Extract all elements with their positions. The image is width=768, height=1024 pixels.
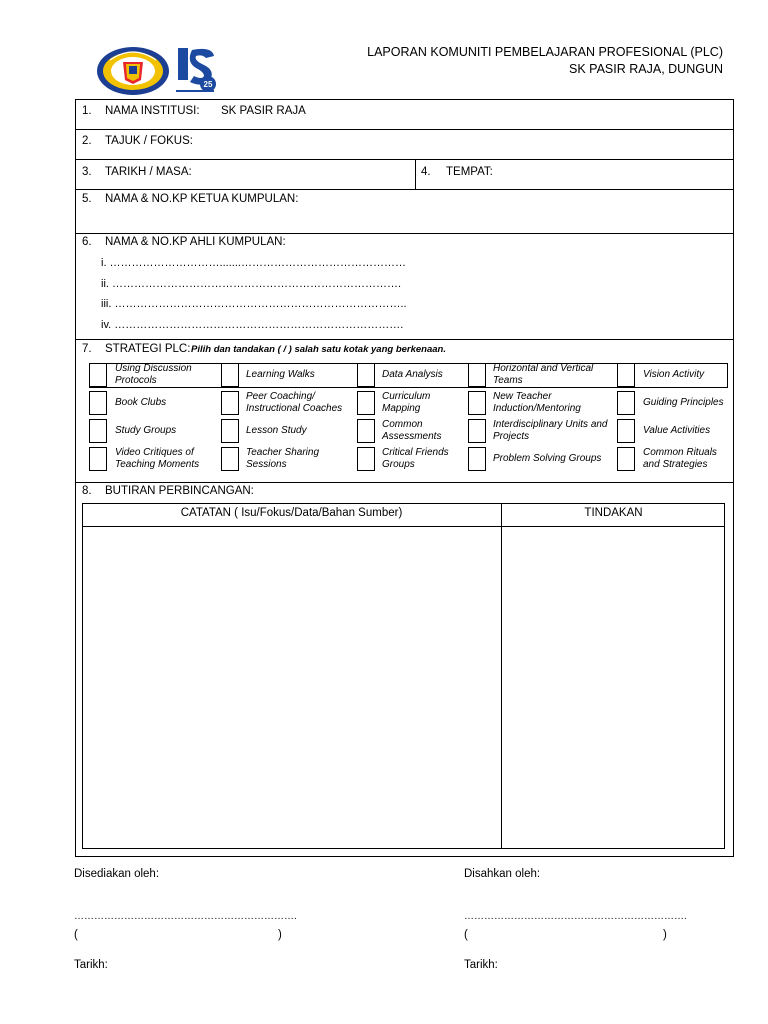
strategy-checkbox[interactable] [89,391,107,415]
field-3-number: 3. [82,166,92,178]
strategy-option-label: Curriculum Mapping [382,391,431,414]
strategy-option-label: New Teacher Induction/Mentoring [493,391,581,414]
strategy-checkbox[interactable] [617,419,635,443]
approved-paren-close: ) [663,929,667,941]
notes-column-header: CATATAN ( Isu/Fokus/Data/Bahan Sumber) [180,507,403,519]
strategy-checkbox[interactable] [617,391,635,415]
approved-signature-line[interactable]: …………………………………………………………. [464,911,687,922]
strategy-checkbox[interactable] [357,363,375,387]
school-name-title: SK PASIR RAJA, DUNGUN [569,62,723,76]
strategy-option-label: Data Analysis [382,369,443,380]
strategy-option-label: Critical Friends Groups [382,447,449,470]
strategy-checkbox[interactable] [221,391,239,415]
school-logo [96,46,170,96]
strategy-option-label: Problem Solving Groups [493,453,602,464]
institution-label: NAMA INSTITUSI: [105,105,200,117]
svg-text:25: 25 [203,80,213,89]
field-1-number: 1. [82,105,92,117]
discussion-label: BUTIRAN PERBINCANGAN: [105,485,254,497]
field-4-number: 4. [421,166,431,178]
prepared-by-label: Disediakan oleh: [74,868,160,880]
strategy-checkbox[interactable] [89,447,107,471]
field-5-number: 5. [82,193,92,205]
strategy-checkbox[interactable] [468,363,486,387]
strategy-option-label: Learning Walks [246,369,315,380]
leader-field[interactable] [290,191,730,231]
strategy-checkbox[interactable] [357,391,375,415]
date-time-label: TARIKH / MASA: [105,166,192,178]
prepared-paren-close: ) [278,929,282,941]
strategy-option-label: Horizontal and Vertical Teams [493,363,594,386]
strategy-option-label: Common Rituals and Strategies [643,447,717,470]
strategy-checkbox[interactable] [357,419,375,443]
members-label: NAMA & NO.KP AHLI KUMPULAN: [105,236,286,248]
date-time-field[interactable] [200,161,410,187]
topic-label: TAJUK / FOKUS: [105,135,193,147]
venue-label: TEMPAT: [446,166,493,178]
member-line-4[interactable]: iv. ……………………………………………………………………. [101,319,404,331]
strategy-label: STRATEGI PLC: [105,343,191,355]
approved-name-field[interactable] [474,927,660,945]
leader-label: NAMA & NO.KP KETUA KUMPULAN: [105,193,299,205]
approved-paren-open: ( [464,929,468,941]
strategy-checkbox[interactable] [221,447,239,471]
strategy-option-label: Lesson Study [246,425,307,436]
strategy-option-label: Common Assessments [382,419,442,442]
strategy-option-label: Peer Coaching/ Instructional Coaches [246,391,343,414]
field-7-number: 7. [82,343,92,355]
field-6-number: 6. [82,236,92,248]
topic-field[interactable] [200,131,730,157]
strategy-checkbox[interactable] [468,447,486,471]
prepared-name-field[interactable] [84,927,274,945]
strategy-checkbox[interactable] [221,363,239,387]
field-2-number: 2. [82,135,92,147]
strategy-checkbox[interactable] [89,363,107,387]
strategy-option-label: Using Discussion Protocols [115,363,192,386]
strategy-option-label: Teacher Sharing Sessions [246,447,320,470]
strategy-checkbox[interactable] [357,447,375,471]
institution-value[interactable]: SK PASIR RAJA [221,105,306,117]
strategy-option-label: Study Groups [115,425,177,436]
strategy-instruction: Pilih dan tandakan ( / ) salah satu kotak yang berkenaan. [191,344,446,355]
strategy-option-label: Guiding Principles [643,397,724,408]
member-line-1[interactable]: i. ………………………….......……………………………………… [101,257,406,269]
action-column-header: TINDAKAN [584,507,643,519]
prepared-signature-line[interactable]: …………………………………………………………. [74,911,297,922]
strategy-checkbox[interactable] [468,391,486,415]
member-line-3[interactable]: iii. …………………………………………………………………….. [101,298,407,310]
venue-field[interactable] [500,161,730,187]
strategy-checkbox[interactable] [617,447,635,471]
prepared-date-label: Tarikh: [74,959,108,971]
approved-by-label: Disahkan oleh: [464,868,541,880]
notes-area[interactable] [84,528,499,847]
member-line-2[interactable]: ii. ……………………………………………………………………. [101,278,402,290]
action-area[interactable] [503,528,723,847]
strategy-option-label: Book Clubs [115,397,167,408]
strategy-checkbox[interactable] [468,419,486,443]
strategy-checkbox[interactable] [221,419,239,443]
strategy-option-label: Value Activities [643,425,711,436]
strategy-checkbox[interactable] [89,419,107,443]
organisation-logo [172,44,218,96]
approved-date-label: Tarikh: [464,959,498,971]
strategy-option-label: Video Critiques of Teaching Moments [115,447,200,470]
strategy-checkbox[interactable] [617,363,635,387]
strategy-option-label: Vision Activity [643,369,705,380]
report-title: LAPORAN KOMUNITI PEMBELAJARAN PROFESIONAL (PLC) [367,45,723,59]
field-8-number: 8. [82,485,92,497]
prepared-paren-open: ( [74,929,78,941]
strategy-option-label: Interdisciplinary Units and Projects [493,419,608,442]
